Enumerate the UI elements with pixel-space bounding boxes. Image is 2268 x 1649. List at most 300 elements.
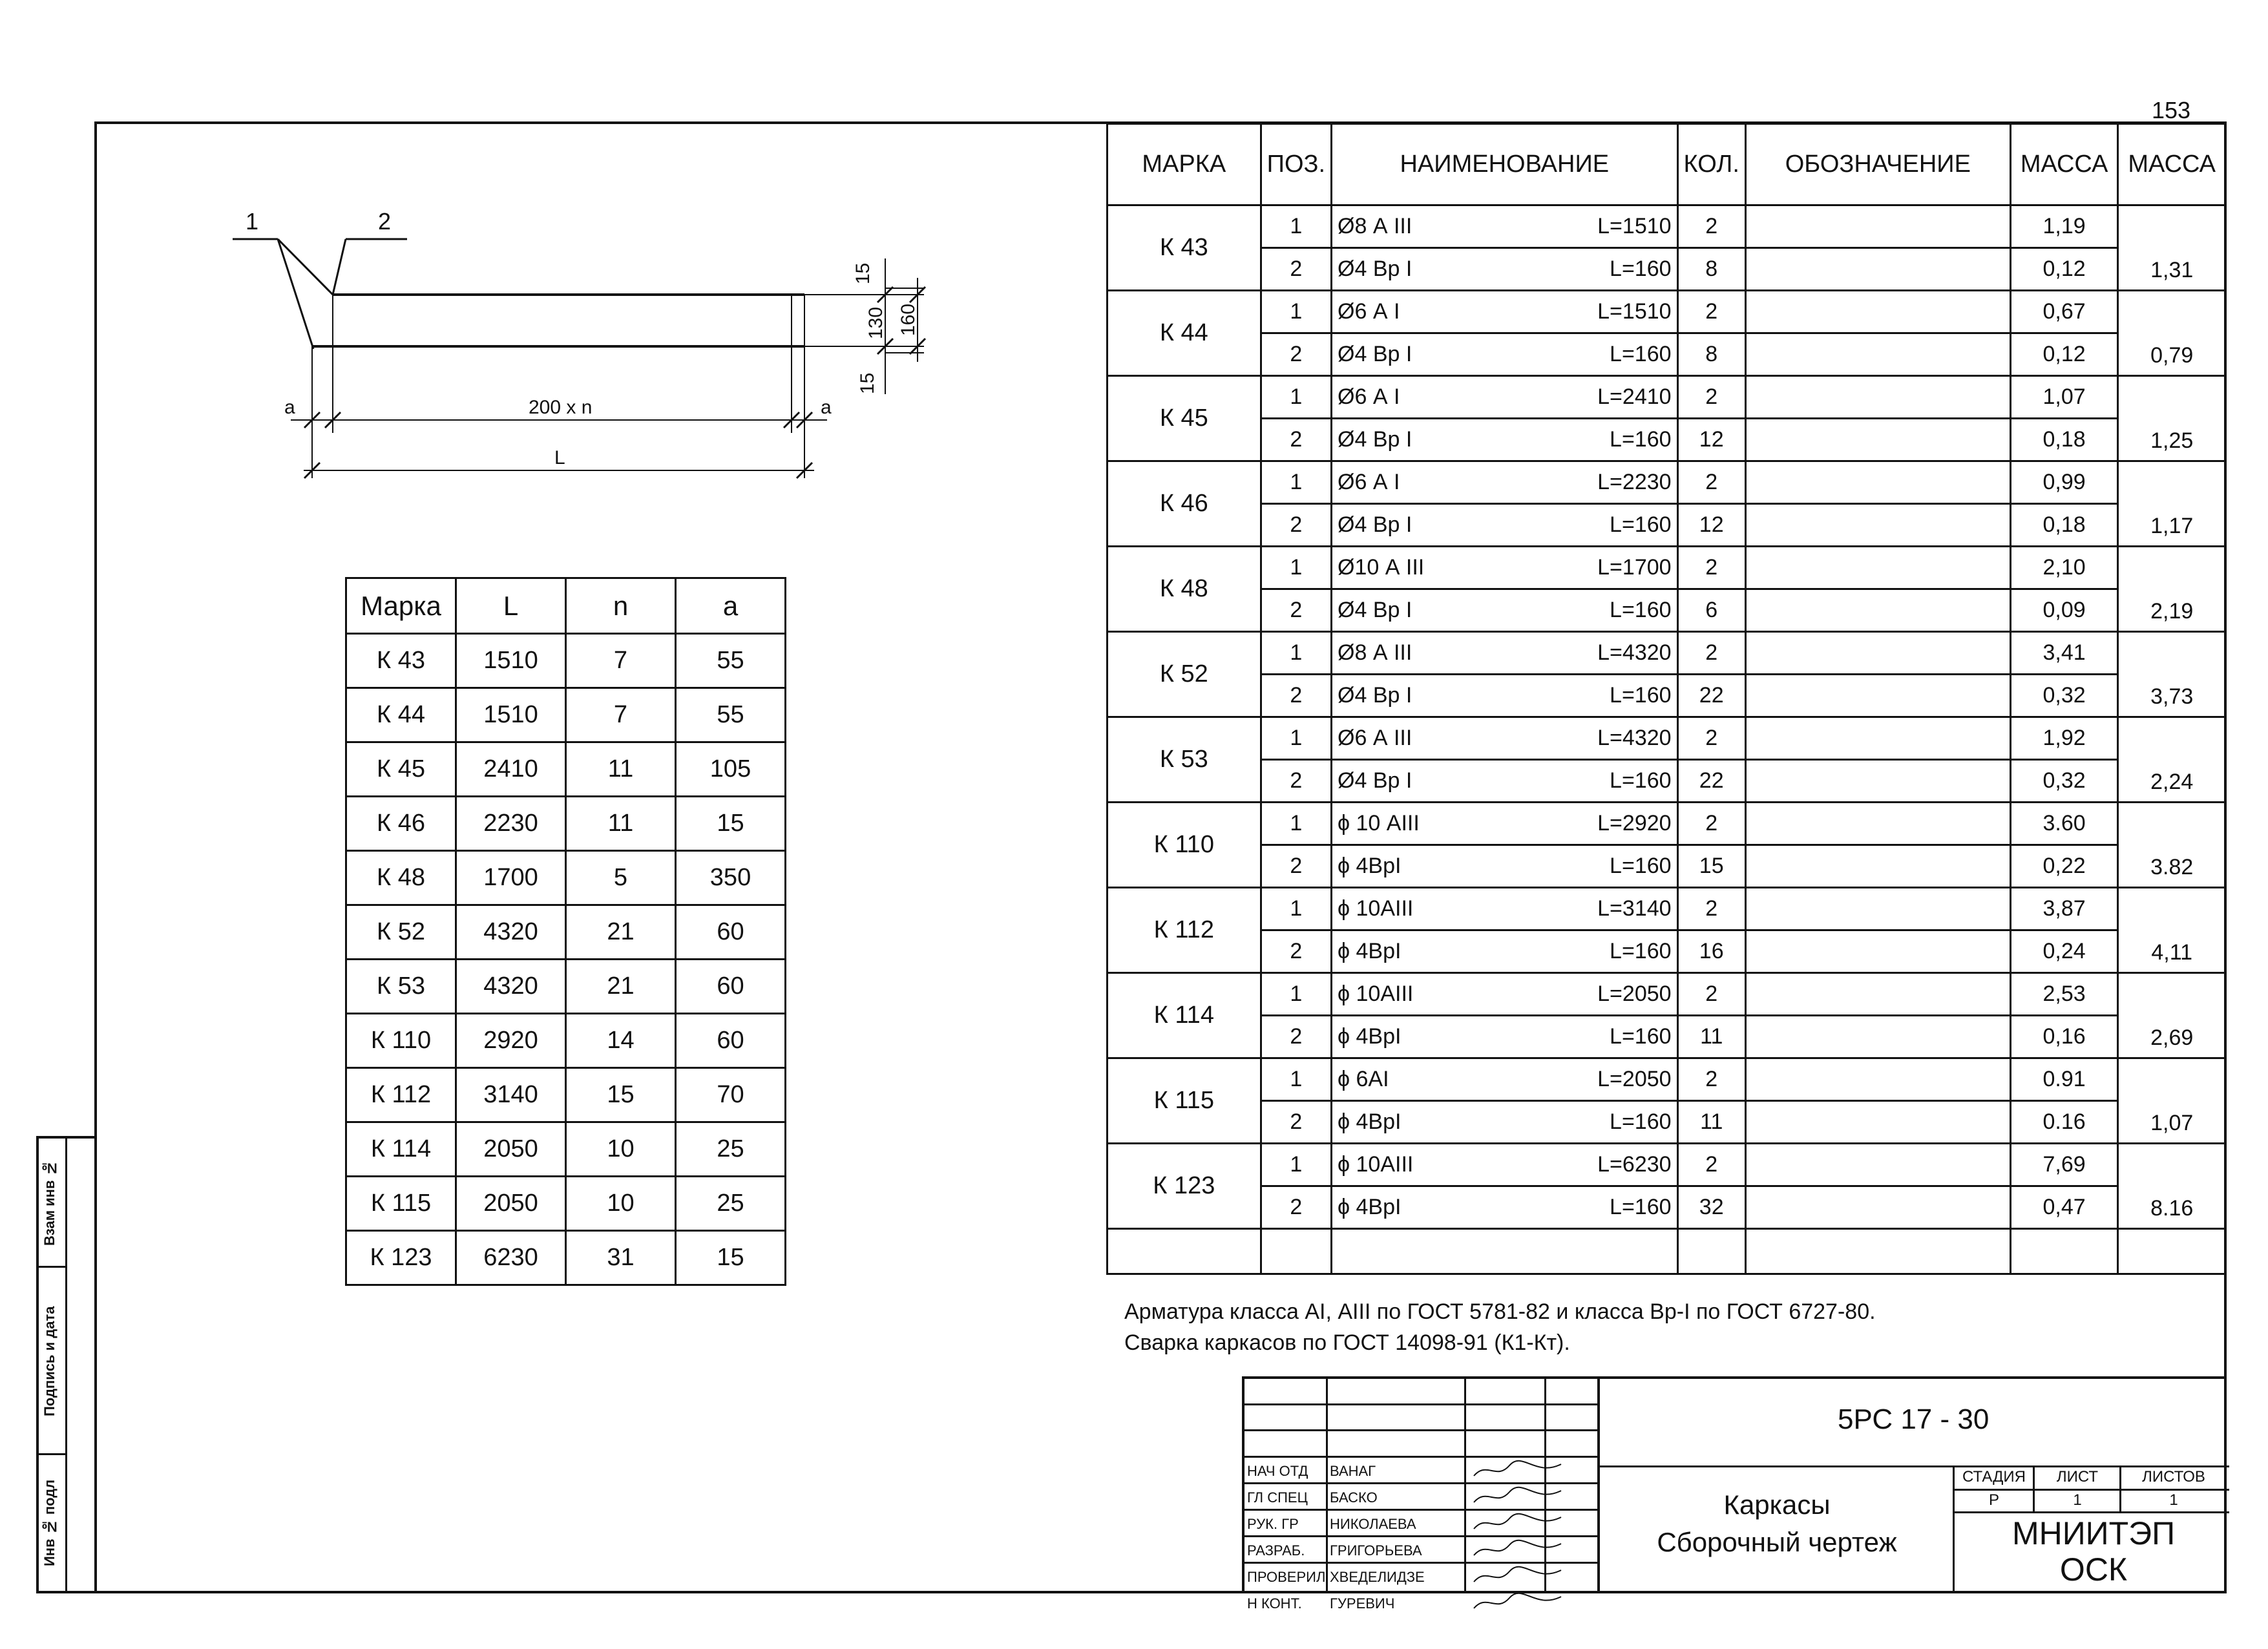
spec-quantity: 2	[1677, 973, 1745, 1016]
spec-mass: 0,18	[2010, 419, 2118, 461]
spec-name-wrap	[1338, 768, 1672, 793]
dims-cell: К 112	[346, 1068, 456, 1122]
strip-cell-sign	[39, 1268, 67, 1455]
spec-bar: ϕ 4ВрI	[1338, 1109, 1402, 1134]
dims-cell: 15	[676, 1231, 786, 1285]
spec-mass: 0,32	[2010, 675, 2118, 717]
spec-name-wrap	[1338, 598, 1672, 623]
dims-cell: К 110	[346, 1014, 456, 1068]
spec-name	[1332, 1101, 1678, 1144]
spec-mark: К 123	[1108, 1144, 1261, 1229]
spec-position: 1	[1261, 291, 1331, 333]
spec-row	[1108, 675, 2226, 717]
strip-cell-replace	[39, 1139, 67, 1268]
spec-mass: 0,12	[2010, 248, 2118, 291]
spec-bar: ϕ 10АIII	[1338, 896, 1414, 921]
dims-cell: 21	[566, 905, 676, 960]
dims-cell: 2920	[456, 1014, 566, 1068]
signature-role: НАЧ ОТД	[1247, 1463, 1308, 1479]
dims-cell: К 46	[346, 797, 456, 851]
spec-total-mass: 2,69	[2118, 1016, 2226, 1058]
dim-total: 160	[898, 303, 919, 336]
spec-designation	[1745, 717, 2010, 760]
dims-cell: К 53	[346, 960, 456, 1014]
spec-empty-cell	[1332, 1229, 1678, 1274]
spec-total-mass-blank	[2118, 973, 2226, 1016]
dims-cell: 25	[676, 1122, 786, 1177]
note-welding: Сварка каркасов по ГОСТ 14098-91 (К1-Кт).	[1124, 1330, 1570, 1355]
spec-row	[1108, 376, 2226, 419]
side-label-inv: Инв № подл	[41, 1479, 58, 1567]
strip-cell-inv	[39, 1455, 67, 1592]
spec-bar: ϕ 4ВрI	[1338, 939, 1402, 963]
spec-header: МАРКА	[1108, 124, 1261, 205]
spec-row	[1108, 333, 2226, 376]
spec-position: 2	[1261, 760, 1331, 803]
spec-position: 1	[1261, 888, 1331, 930]
spec-length: L=160	[1610, 939, 1672, 963]
spec-quantity: 11	[1677, 1101, 1745, 1144]
spec-row	[1108, 973, 2226, 1016]
spec-bar: Ø6 А III	[1338, 726, 1412, 750]
spec-name-wrap	[1338, 939, 1672, 964]
spec-bar: ϕ 4ВрI	[1338, 854, 1402, 878]
dims-cell: 105	[676, 742, 786, 797]
spec-bar: ϕ 4ВрI	[1338, 1195, 1402, 1219]
spec-mark: К 115	[1108, 1058, 1261, 1144]
spec-length: L=2230	[1597, 470, 1672, 494]
spec-empty-cell	[2118, 1229, 2226, 1274]
dims-cell: 6230	[456, 1231, 566, 1285]
spec-total-mass: 3,73	[2118, 675, 2226, 717]
dim-span-label: 200 x n	[529, 397, 593, 418]
spec-position: 1	[1261, 1058, 1331, 1101]
spec-name-wrap	[1338, 1109, 1672, 1135]
spec-name	[1332, 1058, 1678, 1101]
side-label-replace: Взам инв №	[41, 1160, 58, 1246]
spec-name-wrap	[1338, 683, 1672, 708]
dims-row	[346, 634, 786, 688]
dims-cell: К 115	[346, 1177, 456, 1231]
dims-cell: К 123	[346, 1231, 456, 1285]
spec-mass: 0,47	[2010, 1186, 2118, 1229]
sheet-value: 1	[2073, 1491, 2082, 1509]
spec-total-mass-blank	[2118, 547, 2226, 589]
dims-cell: 350	[676, 851, 786, 905]
spec-position: 1	[1261, 205, 1331, 248]
spec-mass: 0,18	[2010, 504, 2118, 547]
dims-cell: 25	[676, 1177, 786, 1231]
spec-total-mass-blank	[2118, 291, 2226, 333]
spec-row	[1108, 419, 2226, 461]
spec-name-wrap	[1338, 854, 1672, 879]
spec-bar: Ø4 Вр I	[1338, 683, 1412, 708]
spec-name	[1332, 504, 1678, 547]
spec-position: 2	[1261, 333, 1331, 376]
signature-role: Н КОНТ.	[1247, 1595, 1302, 1612]
spec-name	[1332, 845, 1678, 888]
spec-quantity: 2	[1677, 291, 1745, 333]
dims-row	[346, 688, 786, 742]
spec-length: L=160	[1610, 598, 1672, 622]
spec-position: 2	[1261, 930, 1331, 973]
signature-role: РАЗРАБ.	[1247, 1542, 1305, 1559]
signature-name: ВАНАГ	[1330, 1463, 1376, 1479]
spec-bar: Ø8 А III	[1338, 214, 1412, 238]
spec-name	[1332, 291, 1678, 333]
dims-cell: 7	[566, 688, 676, 742]
spec-mass: 1,07	[2010, 376, 2118, 419]
spec-total-mass: 2,24	[2118, 760, 2226, 803]
dims-cell: 31	[566, 1231, 676, 1285]
callout-2: 2	[378, 208, 392, 235]
spec-header: КОЛ.	[1677, 124, 1745, 205]
spec-name	[1332, 888, 1678, 930]
dims-cell: К 44	[346, 688, 456, 742]
spec-name-wrap	[1338, 555, 1672, 580]
spec-header: МАССА	[2118, 124, 2226, 205]
spec-length: L=1510	[1597, 214, 1672, 238]
spec-row	[1108, 461, 2226, 504]
spec-position: 2	[1261, 845, 1331, 888]
spec-quantity: 12	[1677, 504, 1745, 547]
spec-position: 2	[1261, 1101, 1331, 1144]
dims-row	[346, 851, 786, 905]
dims-cell: 4320	[456, 960, 566, 1014]
dims-cell: К 48	[346, 851, 456, 905]
spec-row	[1108, 1186, 2226, 1229]
spec-mass: 0.91	[2010, 1058, 2118, 1101]
spec-length: L=1700	[1597, 555, 1672, 580]
spec-row	[1108, 717, 2226, 760]
spec-row	[1108, 930, 2226, 973]
spec-quantity: 22	[1677, 675, 1745, 717]
dims-cell: 3140	[456, 1068, 566, 1122]
spec-length: L=3140	[1597, 896, 1672, 921]
spec-name-wrap	[1338, 1152, 1672, 1177]
sheets-label: ЛИСТОВ	[2142, 1468, 2205, 1486]
dims-cell: 2410	[456, 742, 566, 797]
spec-mass: 0,22	[2010, 845, 2118, 888]
spec-designation	[1745, 248, 2010, 291]
spec-length: L=4320	[1597, 640, 1672, 665]
spec-name-wrap	[1338, 299, 1672, 324]
dims-row	[346, 1068, 786, 1122]
spec-bar: Ø4 Вр I	[1338, 598, 1412, 622]
spec-mass: 1,19	[2010, 205, 2118, 248]
spec-quantity: 2	[1677, 717, 1745, 760]
spec-quantity: 12	[1677, 419, 1745, 461]
spec-designation	[1745, 333, 2010, 376]
spec-mass: 2,10	[2010, 547, 2118, 589]
organization-name: МНИИТЭП	[2011, 1515, 2176, 1551]
signature-role: ПРОВЕРИЛ	[1247, 1569, 1326, 1585]
spec-header: МАССА	[2010, 124, 2118, 205]
sheet-label: ЛИСТ	[2056, 1468, 2099, 1486]
spec-mark: К 52	[1108, 632, 1261, 717]
dims-cell: К 52	[346, 905, 456, 960]
dims-cell: 2050	[456, 1177, 566, 1231]
spec-name	[1332, 333, 1678, 376]
spec-total-mass-blank	[2118, 1058, 2226, 1101]
dims-cell: 55	[676, 634, 786, 688]
signature-name: НИКОЛАЕВА	[1330, 1516, 1416, 1532]
dims-cell: 70	[676, 1068, 786, 1122]
sheet-number: 153	[2152, 97, 2191, 123]
dims-cell: 10	[566, 1122, 676, 1177]
spec-designation	[1745, 1016, 2010, 1058]
spec-length: L=160	[1610, 1024, 1672, 1049]
dims-header: L	[456, 578, 566, 634]
dims-cell: 60	[676, 960, 786, 1014]
dims-header: n	[566, 578, 676, 634]
side-label-sign: Подпись и дата	[41, 1306, 58, 1417]
spec-name	[1332, 803, 1678, 845]
spec-bar: Ø6 А I	[1338, 470, 1400, 494]
spec-total-mass: 1,25	[2118, 419, 2226, 461]
signature-name: ХВЕДЕЛИДЗЕ	[1330, 1569, 1425, 1585]
spec-empty-row	[1108, 1229, 2226, 1274]
dims-row	[346, 742, 786, 797]
spec-name	[1332, 973, 1678, 1016]
spec-position: 2	[1261, 1186, 1331, 1229]
spec-row	[1108, 632, 2226, 675]
spec-position: 2	[1261, 504, 1331, 547]
signature-name: БАСКО	[1330, 1489, 1378, 1506]
spec-quantity: 2	[1677, 461, 1745, 504]
spec-quantity: 2	[1677, 1144, 1745, 1186]
spec-length: L=160	[1610, 427, 1672, 452]
spec-position: 1	[1261, 547, 1331, 589]
dims-cell: 15	[566, 1068, 676, 1122]
document-code: 5РС 17 - 30	[1838, 1403, 1990, 1435]
dimensions-table	[345, 577, 786, 1286]
dims-cell: 55	[676, 688, 786, 742]
spec-designation	[1745, 589, 2010, 632]
spec-position: 1	[1261, 803, 1331, 845]
spec-mark: К 112	[1108, 888, 1261, 973]
spec-designation	[1745, 547, 2010, 589]
spec-bar: Ø4 Вр I	[1338, 257, 1412, 281]
spec-designation	[1745, 760, 2010, 803]
spec-bar: Ø8 А III	[1338, 640, 1412, 665]
dims-header: a	[676, 578, 786, 634]
spec-mass: 1,92	[2010, 717, 2118, 760]
spec-mark: К 114	[1108, 973, 1261, 1058]
dim-mid: 130	[865, 306, 887, 339]
dims-row	[346, 960, 786, 1014]
note-reinforcement: Арматура класса АI, АIII по ГОСТ 5781-82 и класса Вр-I по ГОСТ 6727-80.	[1124, 1299, 1876, 1324]
spec-bar: Ø6 А I	[1338, 299, 1400, 324]
spec-designation	[1745, 504, 2010, 547]
spec-quantity: 8	[1677, 333, 1745, 376]
spec-quantity: 2	[1677, 205, 1745, 248]
spec-length: L=160	[1610, 854, 1672, 878]
spec-quantity: 2	[1677, 803, 1745, 845]
spec-total-mass-blank	[2118, 803, 2226, 845]
spec-bar: ϕ 10АIII	[1338, 1152, 1414, 1177]
spec-name-wrap	[1338, 896, 1672, 921]
spec-quantity: 32	[1677, 1186, 1745, 1229]
spec-designation	[1745, 675, 2010, 717]
spec-quantity: 2	[1677, 547, 1745, 589]
spec-length: L=160	[1610, 1109, 1672, 1134]
spec-mass: 0,16	[2010, 1016, 2118, 1058]
spec-bar: ϕ 10АIII	[1338, 982, 1414, 1006]
spec-total-mass-blank	[2118, 632, 2226, 675]
spec-bar: Ø4 Вр I	[1338, 512, 1412, 537]
dims-cell: 1510	[456, 688, 566, 742]
spec-position: 1	[1261, 717, 1331, 760]
spec-length: L=2410	[1597, 384, 1672, 409]
spec-bar: ϕ 10 АIII	[1338, 811, 1420, 835]
spec-mass: 3,87	[2010, 888, 2118, 930]
callout-1: 1	[246, 208, 259, 235]
stage-value: Р	[1988, 1491, 1999, 1509]
spec-name	[1332, 376, 1678, 419]
spec-bar: Ø4 Вр I	[1338, 427, 1412, 452]
spec-name-wrap	[1338, 1024, 1672, 1049]
spec-position: 1	[1261, 1144, 1331, 1186]
spec-total-mass: 3.82	[2118, 845, 2226, 888]
spec-bar: Ø4 Вр I	[1338, 342, 1412, 366]
spec-quantity: 16	[1677, 930, 1745, 973]
signature-name: ГРИГОРЬЕВА	[1330, 1542, 1422, 1559]
dims-cell: 2230	[456, 797, 566, 851]
spec-quantity: 2	[1677, 632, 1745, 675]
spec-quantity: 22	[1677, 760, 1745, 803]
dims-row	[346, 905, 786, 960]
spec-name-wrap	[1338, 1195, 1672, 1220]
spec-length: L=1510	[1597, 299, 1672, 324]
dims-cell: 21	[566, 960, 676, 1014]
spec-designation	[1745, 461, 2010, 504]
signature-mark	[1471, 1590, 1568, 1622]
spec-designation	[1745, 291, 2010, 333]
spec-position: 1	[1261, 973, 1331, 1016]
dims-cell: 7	[566, 634, 676, 688]
dims-row	[346, 1122, 786, 1177]
spec-total-mass-blank	[2118, 717, 2226, 760]
spec-length: L=160	[1610, 512, 1672, 537]
dims-cell: 14	[566, 1014, 676, 1068]
spec-quantity: 6	[1677, 589, 1745, 632]
specification-table	[1106, 123, 2227, 1275]
cage-sketch	[220, 200, 969, 498]
spec-length: L=160	[1610, 257, 1672, 281]
spec-position: 2	[1261, 419, 1331, 461]
drawing-title: Каркасы	[1723, 1489, 1831, 1520]
organization-dept: ОСК	[2059, 1551, 2128, 1588]
spec-length: L=160	[1610, 768, 1672, 793]
spec-name-wrap	[1338, 427, 1672, 452]
spec-length: L=2050	[1597, 982, 1672, 1006]
dims-cell: 11	[566, 742, 676, 797]
spec-name	[1332, 248, 1678, 291]
spec-designation	[1745, 973, 2010, 1016]
spec-row	[1108, 589, 2226, 632]
spec-length: L=4320	[1597, 726, 1672, 750]
spec-designation	[1745, 1144, 2010, 1186]
spec-name	[1332, 1186, 1678, 1229]
spec-header-row	[1108, 124, 2226, 205]
spec-name-wrap	[1338, 384, 1672, 410]
spec-quantity: 11	[1677, 1016, 1745, 1058]
spec-total-mass-blank	[2118, 461, 2226, 504]
signature-role: РУК. ГР	[1247, 1516, 1299, 1532]
spec-row	[1108, 1058, 2226, 1101]
spec-mass: 0.16	[2010, 1101, 2118, 1144]
spec-mass: 3,41	[2010, 632, 2118, 675]
spec-quantity: 15	[1677, 845, 1745, 888]
dim-a-right: a	[821, 397, 832, 418]
dims-cell: 60	[676, 905, 786, 960]
spec-row	[1108, 291, 2226, 333]
spec-position: 2	[1261, 675, 1331, 717]
dims-row	[346, 1231, 786, 1285]
spec-mass: 2,53	[2010, 973, 2118, 1016]
spec-name-wrap	[1338, 982, 1672, 1007]
dims-cell: К 43	[346, 634, 456, 688]
spec-total-mass: 1,17	[2118, 504, 2226, 547]
spec-total-mass-blank	[2118, 888, 2226, 930]
spec-designation	[1745, 888, 2010, 930]
spec-designation	[1745, 632, 2010, 675]
spec-name	[1332, 419, 1678, 461]
spec-designation	[1745, 803, 2010, 845]
drawing-subtitle: Сборочный чертеж	[1657, 1527, 1897, 1557]
spec-header: ПОЗ.	[1261, 124, 1331, 205]
dims-row	[346, 1014, 786, 1068]
spec-length: L=6230	[1597, 1152, 1672, 1177]
dims-cell: К 45	[346, 742, 456, 797]
spec-position: 2	[1261, 589, 1331, 632]
spec-row	[1108, 845, 2226, 888]
spec-name-wrap	[1338, 470, 1672, 495]
spec-name	[1332, 632, 1678, 675]
spec-row	[1108, 547, 2226, 589]
spec-quantity: 2	[1677, 376, 1745, 419]
spec-total-mass: 1,31	[2118, 248, 2226, 291]
binding-strip	[36, 1136, 97, 1593]
spec-name	[1332, 205, 1678, 248]
dims-cell: К 114	[346, 1122, 456, 1177]
signature-role: ГЛ СПЕЦ	[1247, 1489, 1308, 1506]
spec-bar: ϕ 4ВрI	[1338, 1024, 1402, 1049]
dims-header: Марка	[346, 578, 456, 634]
spec-name-wrap	[1338, 726, 1672, 751]
spec-total-mass: 4,11	[2118, 930, 2226, 973]
dim-top: 15	[852, 262, 874, 284]
spec-total-mass: 0,79	[2118, 333, 2226, 376]
dims-cell: 11	[566, 797, 676, 851]
spec-empty-cell	[1108, 1229, 1261, 1274]
spec-row	[1108, 888, 2226, 930]
spec-position: 2	[1261, 1016, 1331, 1058]
spec-name	[1332, 760, 1678, 803]
spec-name-wrap	[1338, 811, 1672, 836]
dims-cell: 1700	[456, 851, 566, 905]
spec-bar: ϕ 6АI	[1338, 1067, 1389, 1091]
spec-mark: К 110	[1108, 803, 1261, 888]
spec-bar: Ø6 А I	[1338, 384, 1400, 409]
spec-name	[1332, 461, 1678, 504]
spec-row	[1108, 760, 2226, 803]
spec-empty-cell	[1261, 1229, 1331, 1274]
spec-header: ОБОЗНАЧЕНИЕ	[1745, 124, 2010, 205]
spec-designation	[1745, 845, 2010, 888]
spec-designation	[1745, 1186, 2010, 1229]
